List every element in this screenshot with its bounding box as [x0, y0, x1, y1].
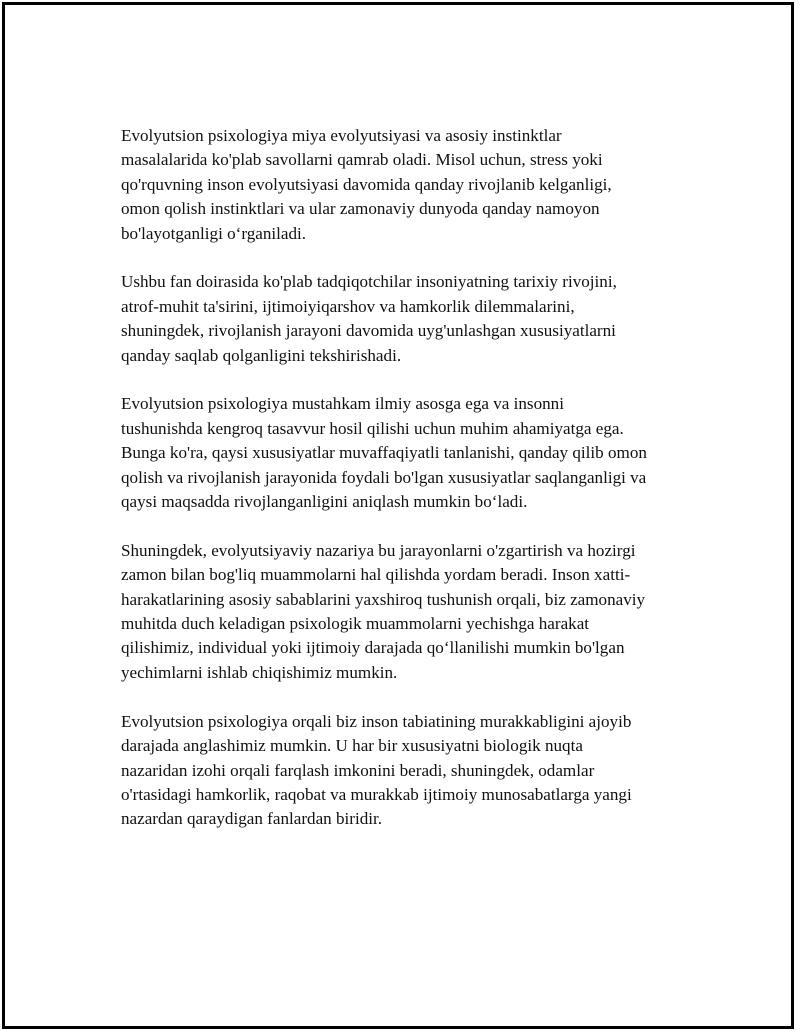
page-border [2, 2, 794, 1029]
paragraph-5: Evolyutsion psixologiya orqali biz inson tabiatining murakkabligini ajoyib darajada anglashimiz mumkin. U har bir xususiyatni biologik nuqta nazaridan izohi orqali farqlash imkonini beradi, shuningdek, odamlar o'rtasidagi hamkorlik, raqobat va murakkab ijtimoiy munosabatlarga yangi nazardan qaraydigan fanlardan biridir. [121, 711, 632, 829]
paragraph-2: Ushbu fan doirasida ko'plab tadqiqotchilar insoniyatning tarixiy rivojini, atrof-muhit ta'sirini, ijtimoiyiqarshov va hamkorlik dilemmalarini, shuningdek, rivojlanish jarayoni davomida uyg'unlashgan xususiyatlarni qanday saqlab qolganligini tekshirishadi. [121, 272, 617, 365]
paragraph-4: Shuningdek, evolyutsiyaviy nazariya bu jarayonlarni o'zgartirish va hozirgi zamon bilan bog'liq muammolarni hal qilishda yordam beradi. Inson xatti- harakatlarining asosiy sabablarini yaxshiroq tushunish orqali, biz zamonaviy muhitda duch keladigan psixologik muammolarni yechishga harakat qilishimiz, individual yoki ijtimoiy darajada qo‘llanilishi mumkin bo'lgan yechimlarni ishlab chiqishimiz mumkin. [121, 540, 646, 682]
document-body [121, 124, 711, 856]
paragraph-1: Evolyutsion psixologiya miya evolyutsiyasi va asosiy instinktlar masalalarida ko'plab savollarni qamrab oladi. Misol uchun, stress yoki qo'rquvning inson evolyutsiyasi davomida qanday rivojlanib kelganligi, omon qolish instinktlari va ular zamonaviy dunyoda qanday namoyon bo'layotganligi o‘rganiladi. [121, 126, 612, 243]
paragraph-3: Evolyutsion psixologiya mustahkam ilmiy asosga ega va insonni tushunishda kengroq tasavvur hosil qilishi uchun muhim ahamiyatga ega. Bunga ko'ra, qaysi xususiyatlar muvaffaqiyatli tanlanishi, qanday qilib omon qolish va rivojlanish jarayonida foydali bo'lgan xususiyatlar saqlanganligi va qaysi maqsadda rivojlanganligini aniqlash mumkin bo‘ladi. [121, 394, 647, 512]
